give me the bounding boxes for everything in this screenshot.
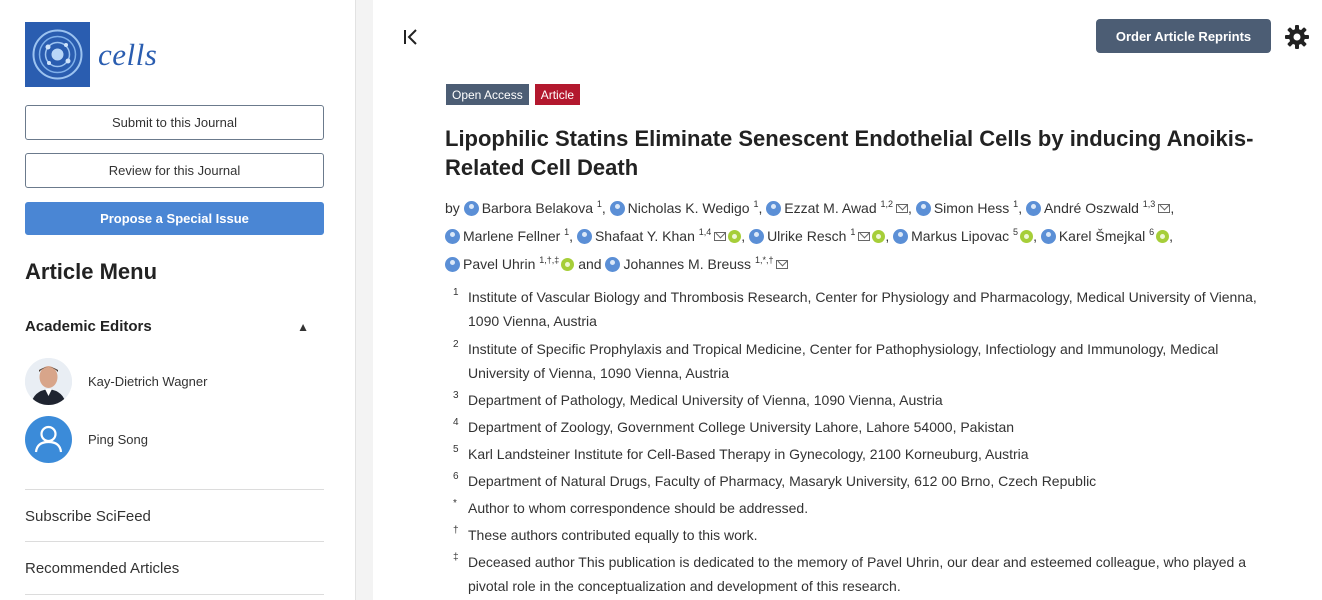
author-icon (893, 229, 908, 244)
journal-name: cells (98, 36, 158, 72)
article-title: Lipophilic Statins Eliminate Senescent Endothelial Cells by inducing Anoikis-Related Cell Death (445, 126, 1254, 180)
author-icon (577, 229, 592, 244)
editor-name[interactable]: Ping Song (88, 432, 148, 447)
affiliation-mark: † (453, 525, 459, 536)
author-icon (766, 201, 781, 216)
author-icon (916, 201, 931, 216)
affiliation-mark: * (453, 498, 457, 509)
author-icon (610, 201, 625, 216)
collapse-sidebar-icon[interactable] (401, 26, 423, 48)
deceased-author-note: ‡ Deceased author This publication is dedicated to the memory of Pavel Uhrin, our dear and esteemed colleague, who played a pivotal role in the conceptualization and development of this research. (453, 550, 1273, 598)
order-reprints-button[interactable]: Order Article Reprints (1096, 19, 1271, 53)
author-item[interactable]: Karel Šmejkal $^6$ (1041, 228, 1169, 244)
author-icon (445, 229, 460, 244)
open-access-badge: Open Access (446, 84, 529, 105)
by-label: by (445, 200, 460, 216)
author-item[interactable]: Barbora Belakova $^1$ (464, 200, 602, 216)
author-item[interactable]: Pavel Uhrin $^{1,\dagger,\ddagger}$ (445, 256, 574, 272)
submit-to-journal-button[interactable]: Submit to this Journal (25, 105, 324, 140)
affiliation-item: 3 Department of Pathology, Medical University of Vienna, 1090 Vienna, Austria (453, 388, 1273, 412)
author-item[interactable]: Ezzat M. Awad $^{1,2}$ (766, 200, 908, 216)
subscribe-scifeed-link[interactable]: Subscribe SciFeed (25, 508, 151, 525)
article-menu-title: Article Menu (25, 259, 158, 284)
author-icon (464, 201, 479, 216)
affiliation-mark: 1 (453, 287, 459, 298)
author-icon (1026, 201, 1041, 216)
mail-icon[interactable] (896, 204, 908, 213)
affiliation-list (453, 285, 1273, 598)
orcid-icon[interactable] (872, 230, 885, 243)
mail-icon[interactable] (1158, 204, 1170, 213)
editor-name[interactable]: Kay-Dietrich Wagner (88, 374, 208, 389)
avatar (25, 358, 72, 405)
affiliation-mark: 4 (453, 417, 459, 428)
menu-divider (25, 489, 324, 490)
affiliation-item: 4 Department of Zoology, Government College University Lahore, Lahore 54000, Pakistan (453, 415, 1273, 439)
editor-item[interactable] (25, 416, 148, 463)
menu-divider (25, 541, 324, 542)
chevron-up-icon: ▲ (297, 319, 309, 334)
recommended-articles-link[interactable]: Recommended Articles (25, 560, 180, 577)
author-item[interactable]: Markus Lipovac $^5$ (893, 228, 1033, 244)
orcid-icon[interactable] (1156, 230, 1169, 243)
affiliation-mark: 2 (453, 339, 459, 350)
article-main (373, 0, 1322, 600)
orcid-icon[interactable] (1020, 230, 1033, 243)
author-item[interactable]: Simon Hess $^1$ (916, 200, 1018, 216)
mail-icon[interactable] (858, 232, 870, 241)
correspondence-note: * Author to whom correspondence should be addressed. (453, 496, 1273, 520)
article-type-badge: Article (535, 84, 580, 105)
author-item[interactable]: Marlene Fellner $^1$ (445, 228, 569, 244)
orcid-icon[interactable] (561, 258, 574, 271)
author-list: by Barbora Belakova $^1$, Nicholas K. Wedigo $^1$, Ezzat M. Awad $^{1,2}$ , Simon Hess $^1$, André Oszwald $^{1,3}$ , Marlene Fellner $^1$, Shafaat Y. Khan $^{1,4}$ , Ulrike Resch $^1$ , Markus Lipovac $^5$ , Karel Šmejkal $^6$ , Pavel Uhrin $^{1,\dagger,\ddagger}$ and Johannes M. Breuss $^{1,*,\dagger}$ (445, 199, 1175, 272)
author-item[interactable]: Nicholas K. Wedigo $^1$ (610, 200, 759, 216)
affiliation-mark: 6 (453, 471, 459, 482)
author-item[interactable]: Shafaat Y. Khan $^{1,4}$ (577, 228, 741, 244)
author-item[interactable]: André Oszwald $^{1,3}$ (1026, 200, 1170, 216)
orcid-icon[interactable] (728, 230, 741, 243)
propose-special-issue-button[interactable]: Propose a Special Issue (25, 202, 324, 235)
and-label: and (578, 256, 602, 272)
author-icon (605, 257, 620, 272)
affiliation-mark: 3 (453, 390, 459, 401)
author-item[interactable]: Ulrike Resch $^1$ (749, 228, 885, 244)
cells-logo-icon (25, 22, 90, 87)
article-badges (446, 84, 580, 105)
affiliation-item: 6 Department of Natural Drugs, Faculty of Pharmacy, Masaryk University, 612 00 Brno, Czech Republic (453, 469, 1273, 493)
menu-divider (25, 594, 324, 595)
equal-contribution-note: † These authors contributed equally to this work. (453, 523, 1273, 547)
journal-logo[interactable] (25, 22, 157, 87)
user-icon (25, 416, 72, 463)
author-item[interactable]: Johannes M. Breuss $^{1,*,\dagger}$ (605, 256, 788, 272)
affiliation-mark: ‡ (453, 552, 459, 563)
editor-item[interactable] (25, 358, 207, 405)
sidebar (0, 0, 356, 600)
review-for-journal-button[interactable]: Review for this Journal (25, 153, 324, 188)
academic-editors-toggle[interactable] (25, 318, 315, 335)
author-icon (1041, 229, 1056, 244)
gear-icon[interactable] (1284, 24, 1310, 50)
affiliation-item: 1 Institute of Vascular Biology and Thrombosis Research, Center for Physiology and Pharmacology, Medical University of Vienna, 1090 Vienna, Austria (453, 285, 1273, 333)
mail-icon[interactable] (714, 232, 726, 241)
affiliation-item: 5 Karl Landsteiner Institute for Cell-Based Therapy in Gynecology, 2100 Korneuburg, Austria (453, 442, 1273, 466)
mail-icon[interactable] (776, 260, 788, 269)
author-icon (445, 257, 460, 272)
academic-editors-label: Academic Editors (25, 318, 152, 335)
affiliation-mark: 5 (453, 444, 459, 455)
affiliation-item: 2 Institute of Specific Prophylaxis and Tropical Medicine, Center for Pathophysiology, Infectiology and Immunology, Medical University of Vienna, 1090 Vienna, Austria (453, 337, 1273, 385)
author-icon (749, 229, 764, 244)
